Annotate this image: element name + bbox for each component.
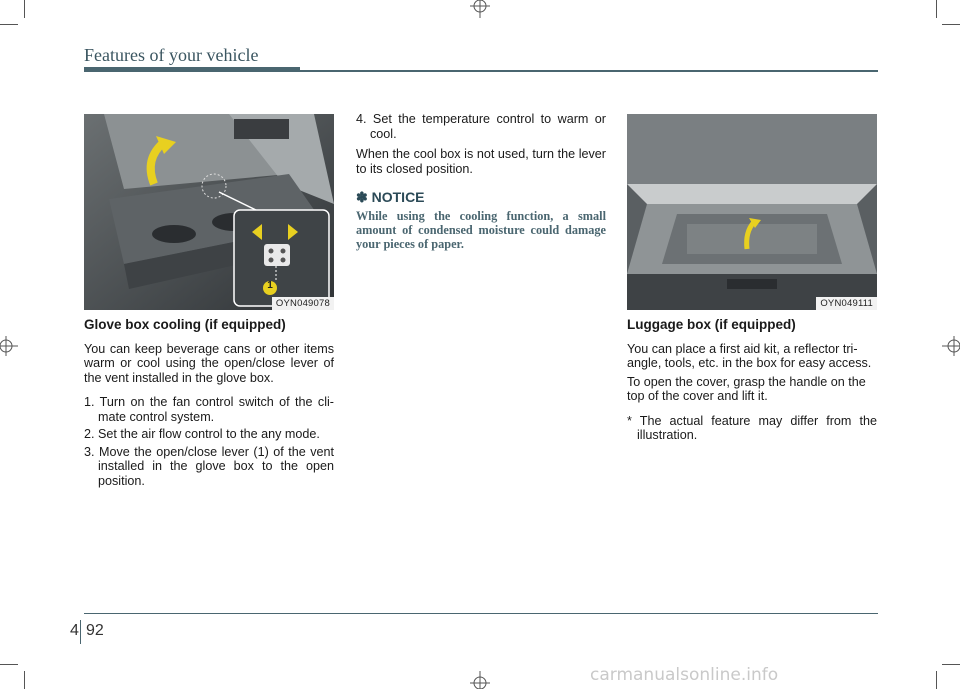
paragraph: When the cool box is not used, turn the lever to its closed position. — [356, 147, 606, 176]
crop-mark — [24, 671, 25, 689]
glove-box-section-continued — [356, 112, 606, 251]
glove-box-photo — [84, 114, 334, 310]
page-header-title: Features of your vehicle — [84, 45, 259, 65]
figure-code: OYN049078 — [272, 297, 334, 310]
notice-icon: ✽ — [356, 189, 368, 205]
luggage-box-photo — [627, 114, 877, 310]
luggage-box-section — [627, 318, 877, 446]
header-rule — [300, 70, 878, 72]
footer-rule — [84, 613, 878, 614]
callout-number: 1 — [267, 280, 273, 291]
list-item: 3. Move the open/close lever (1) of the vent installed in the glove box to the open position. — [84, 444, 334, 488]
crop-mark — [0, 664, 18, 665]
watermark: carmanualsonline.info — [590, 665, 779, 685]
page-number: 92 — [86, 622, 104, 639]
crop-mark — [936, 0, 937, 18]
list-item: 2. Set the air flow control to the any mode. — [84, 427, 320, 441]
paragraph: You can keep beverage cans or other items warm or cool using the open/close lever of the vent installed in the glove box. — [84, 341, 334, 385]
figure-code: OYN049111 — [816, 297, 877, 310]
footnote: * The actual feature may differ from the illustration. — [627, 413, 877, 442]
header-rule — [84, 67, 300, 72]
list-item: 1. Turn on the fan control switch of the cli- mate control system. — [84, 395, 334, 424]
paragraph: You can place a first aid kit, a reflector tri- angle, tools, etc. in the box for easy access. — [627, 341, 872, 370]
footer-separator — [80, 620, 81, 644]
registration-mark-icon — [466, 0, 494, 18]
registration-mark-icon — [466, 671, 494, 689]
list-item: 4. Set the temperature control to warm or cool. — [356, 112, 606, 141]
paragraph: To open the cover, grasp the handle on the top of the cover and lift it. — [627, 374, 866, 403]
registration-mark-icon — [0, 332, 18, 360]
notice-body: While using the cooling function, a small amount of condensed moisture could damage your pieces of paper. — [356, 208, 606, 251]
glove-box-section — [84, 318, 334, 491]
section-heading: Luggage box (if equipped) — [627, 317, 796, 332]
crop-mark — [936, 671, 937, 689]
crop-mark — [24, 0, 25, 18]
crop-mark — [0, 24, 18, 25]
section-heading: Glove box cooling (if equipped) — [84, 317, 286, 332]
registration-mark-icon — [942, 332, 960, 360]
glove-box-illustration — [84, 114, 334, 310]
crop-mark — [942, 24, 960, 25]
luggage-box-illustration — [627, 114, 877, 310]
crop-mark — [942, 664, 960, 665]
chapter-number: 4 — [70, 622, 79, 639]
notice-title: NOTICE — [371, 189, 425, 205]
notice-heading — [356, 190, 606, 205]
